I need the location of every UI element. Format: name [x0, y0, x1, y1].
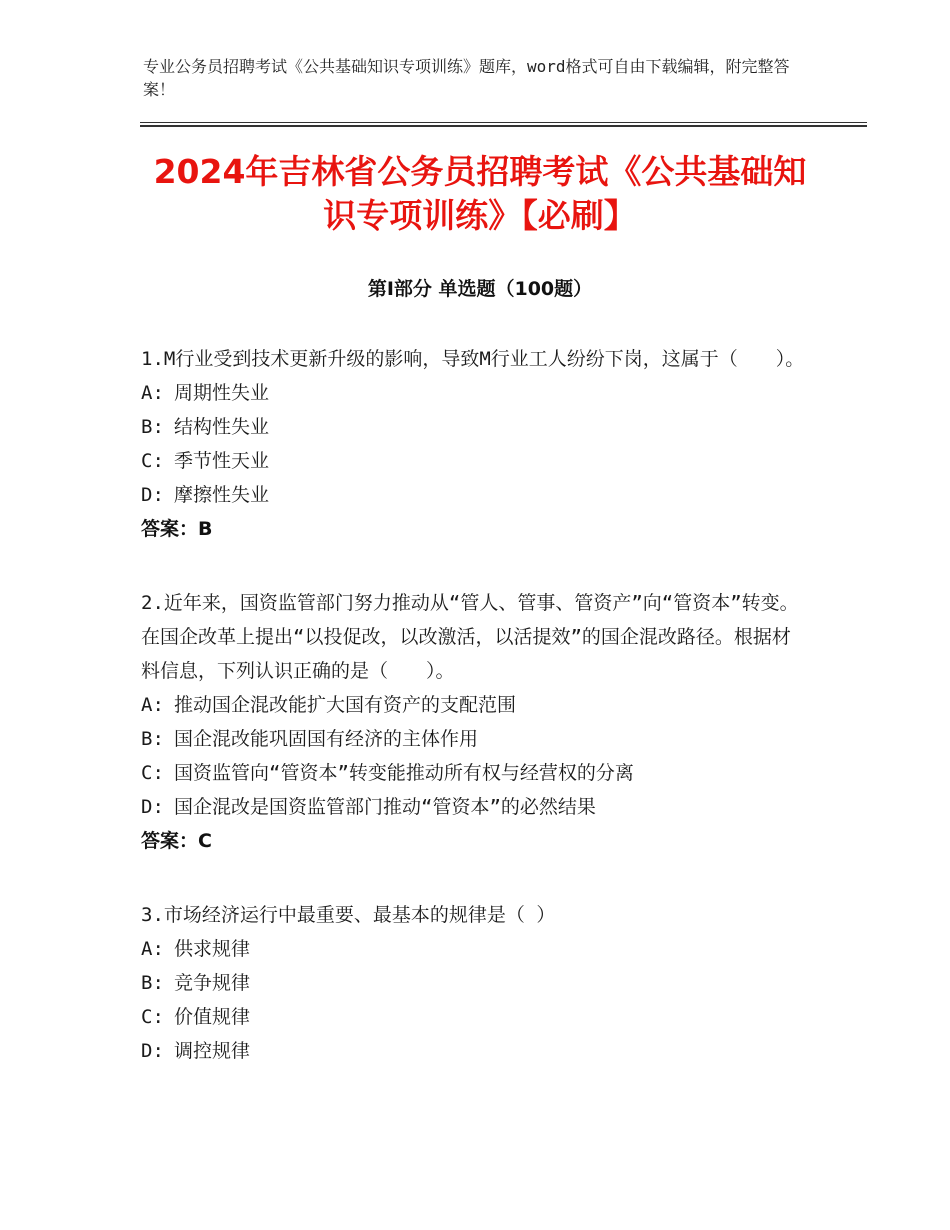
option-text: 摩擦性失业	[174, 484, 270, 506]
section-heading: 第Ⅰ部分 单选题（100题）	[367, 278, 593, 300]
option-label: C:	[141, 762, 164, 784]
option-label: C:	[141, 1006, 164, 1028]
header-note: 专业公务员招聘考试《公共基础知识专项训练》题库，word格式可自由下载编辑，附完整答案！	[143, 57, 790, 99]
option-label: A:	[141, 382, 164, 404]
option-b	[141, 410, 821, 444]
option-text: 国企混改是国资监管部门推动“管资本”的必然结果	[174, 796, 596, 818]
option-text: 结构性失业	[174, 416, 270, 438]
option-a	[141, 688, 821, 722]
option-c	[141, 1000, 821, 1034]
option-label: D:	[141, 1040, 164, 1062]
option-label: A:	[141, 694, 164, 716]
option-text: 竞争规律	[174, 972, 251, 994]
question-3	[141, 898, 821, 1068]
option-c	[141, 444, 821, 478]
question-stem: 3.市场经济运行中最重要、最基本的规律是（ ）	[141, 904, 556, 926]
question-list	[141, 342, 821, 1108]
header-divider-thin	[140, 122, 867, 123]
answer-line: 答案：C	[141, 830, 212, 852]
option-label: A:	[141, 938, 164, 960]
option-label: B:	[141, 416, 164, 438]
option-text: 国企混改能巩固国有经济的主体作用	[174, 728, 479, 750]
option-label: C:	[141, 450, 164, 472]
header-divider-thick	[140, 125, 867, 127]
option-c	[141, 756, 821, 790]
question-stem: 1.M行业受到技术更新升级的影响，导致M行业工人纷纷下岗，这属于（ ）。	[141, 348, 805, 370]
option-text: 价值规律	[174, 1006, 251, 1028]
option-text: 季节性天业	[174, 450, 270, 472]
option-b	[141, 722, 821, 756]
option-label: D:	[141, 484, 164, 506]
option-text: 周期性失业	[174, 382, 270, 404]
answer-line: 答案：B	[141, 518, 213, 540]
option-text: 国资监管向“管资本”转变能推动所有权与经营权的分离	[174, 762, 634, 784]
question-1	[141, 342, 821, 546]
option-label: D:	[141, 796, 164, 818]
option-text: 推动国企混改能扩大国有资产的支配范围	[174, 694, 517, 716]
document-title: 2024年吉林省公务员招聘考试《公共基础知识专项训练》【必刷】	[153, 152, 807, 235]
option-b	[141, 966, 821, 1000]
option-label: B:	[141, 728, 164, 750]
option-a	[141, 376, 821, 410]
option-text: 调控规律	[174, 1040, 251, 1062]
option-a	[141, 932, 821, 966]
question-2	[141, 586, 821, 858]
question-stem: 2.近年来，国资监管部门努力推动从“管人、管事、管资产”向“管资本”转变。在国企改革上提出“以投促改，以改激活，以活提效”的国企混改路径。根据材料信息，下列认识正确的是（ ）。	[141, 592, 799, 682]
option-label: B:	[141, 972, 164, 994]
option-text: 供求规律	[174, 938, 251, 960]
option-d	[141, 478, 821, 512]
option-d	[141, 1034, 821, 1068]
option-d	[141, 790, 821, 824]
